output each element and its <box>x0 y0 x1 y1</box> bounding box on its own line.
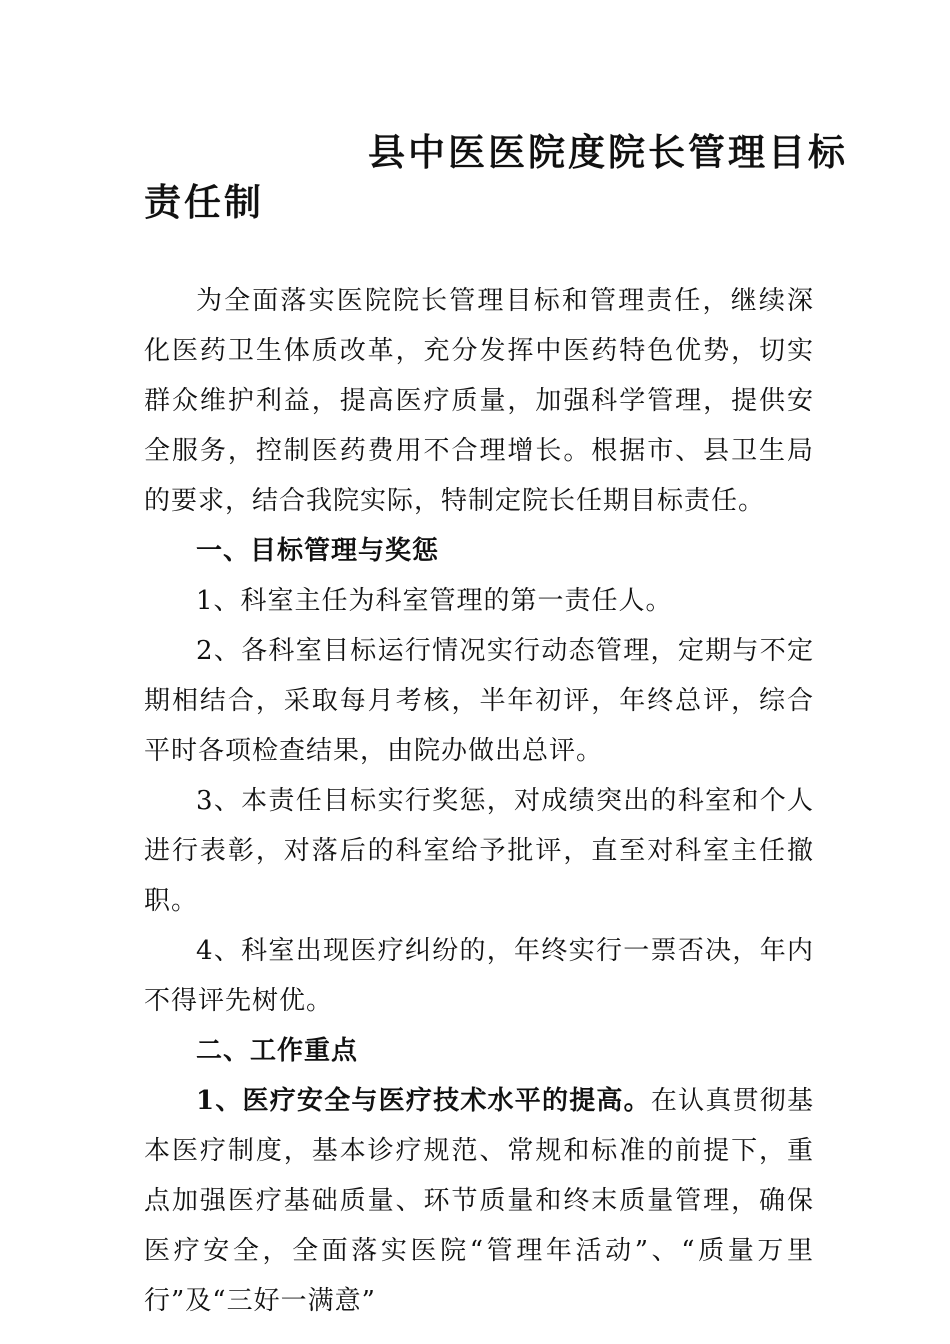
intro-paragraph: 为全面落实医院院长管理目标和管理责任，继续深化医药卫生体质改革，充分发挥中医药特色优势，切实群众维护利益，提高医疗质量，加强科学管理，提供安全服务，控制医药费用不合理增长。根据市、县卫生局的要求，结合我院实际，特制定院长任期目标责任。 <box>144 286 814 516</box>
section2-item <box>144 1076 814 1326</box>
section1-item: 2、各科室目标运行情况实行动态管理，定期与不定期相结合，采取每月考核，半年初评，年终总评，综合平时各项检查结果，由院办做出总评。 <box>144 636 814 766</box>
document-body <box>144 276 814 1326</box>
section1-heading: 一、目标管理与奖惩 <box>196 536 440 566</box>
section2-heading: 二、工作重点 <box>196 1036 359 1066</box>
section1-item: 3、本责任目标实行奖惩，对成绩突出的科室和个人进行表彰，对落后的科室给予批评，直至对科室主任撤职。 <box>144 786 814 916</box>
section1-item: 4、科室出现医疗纠纷的，年终实行一票否决，年内不得评先树优。 <box>144 936 814 1016</box>
section2-item-text: 在认真贯彻基本医疗制度，基本诊疗规范、常规和标准的前提下，重点加强医疗基础质量、环节质量和终末质量管理，确保医疗安全，全面落实医院“管理年活动”、“质量万里行”及“三好一满意” <box>144 1086 814 1316</box>
document-title-line2: 责任制 <box>144 180 264 224</box>
section2-item-lead: 1、医疗安全与医疗技术水平的提高。 <box>196 1086 651 1116</box>
section1-item: 1、科室主任为科室管理的第一责任人。 <box>196 586 673 616</box>
document-title-line1: 县中医医院度院长管理目标 <box>368 130 848 174</box>
